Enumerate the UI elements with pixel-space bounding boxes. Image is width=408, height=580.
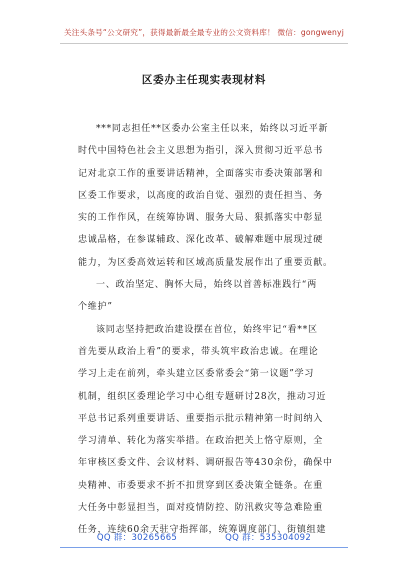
header-banner: 关注头条号“公文研究”，获得最新最全最专业的公文资料库！ 微信：gongwenyj [63,28,345,37]
document-body [78,118,342,542]
body-line: 机制，组织区委理论学习中心组专题研讨28次，推动习近 [78,391,327,402]
section-heading-line: 个维护” [78,302,113,313]
body-line: 实的工作作风，在统筹协调、服务大局、狠抓落实中彰显 [78,213,324,224]
body-line: 区委工作要求，以高度的政治自觉、强烈的责任担当、务 [78,190,324,201]
body-line: 记对北京工作的重要讲话精神，全面落实市委决策部署和 [78,168,324,179]
document-title: 区委办主任现实表现材料 [141,74,267,86]
qq-group-right: QQ 群：535304092 [225,533,312,543]
footer-contact [0,531,408,543]
body-line: 年审核区委文件、会议材料、调研报告等430余份，确保中 [78,458,333,469]
body-line: 学习上走在前列，牵头建立区委常委会“第一议题”学习 [78,369,315,380]
body-line: 忠诚品格，在参谋辅政、深化改革、破解难题中展现过硬 [78,235,324,246]
body-line: 任务，连续60余天驻守指挥部，统筹调度部门、街镇组建 [78,525,327,536]
body-line: ***同志担任**区委办公室主任以来，始终以习近平新 [96,124,329,134]
body-line: 该同志坚持把政治建设摆在首位，始终牢记“看**区 [96,324,318,335]
qq-group-left: QQ 群：30265665 [96,533,178,543]
body-line: 央精神、市委要求不折不扣贯穿到区委决策全链条。在重 [78,480,324,491]
body-line: 平总书记系列重要讲话、重要指示批示精神第一时间纳入 [78,413,324,424]
body-line: 时代中国特色社会主义思想为指引，深入贯彻习近平总书 [78,146,324,157]
body-line: 大任务中彰显担当，面对疫情防控、防汛救灾等急难险重 [78,503,324,514]
body-line: 能力，为区委高效运转和区域高质量发展作出了重要贡献。 [78,257,333,268]
header-divider [60,43,348,44]
footer-divider [60,547,348,548]
body-line: 首先要从政治上看”的要求，带头筑牢政治忠诚。在理论 [78,346,319,357]
body-line: 学习清单、转化为落实举措。在政治把关上恪守原则，全 [78,436,324,447]
section-heading-line: 一、政治坚定、胸怀大局，始终以首善标准践行“两 [96,280,318,291]
